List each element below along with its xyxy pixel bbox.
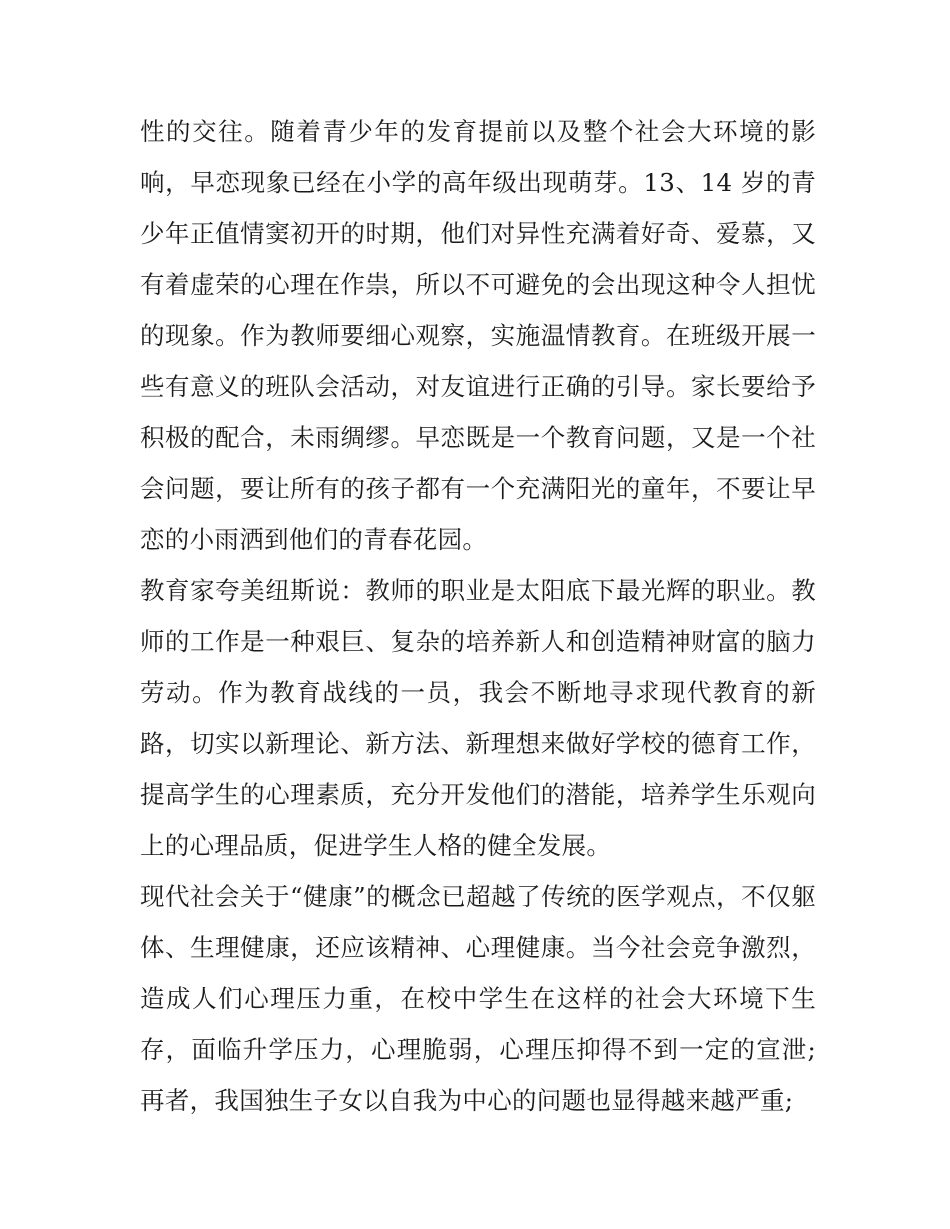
paragraph-1: 性的交往。随着青少年的发育提前以及整个社会大环境的影响，早恋现象已经在小学的高年级出现萌芽。13、14 岁的青少年正值情窦初开的时期，他们对异性充满着好奇、爱慕，又有着虚荣的心理在作祟，所以不可避免的会出现这种令人担忧的现象。作为教师要细心观察，实施温情教育。在班级开展一些有意义的班队会活动，对友谊进行正确的引导。家长要给予积极的配合，未雨绸缪。早恋既是一个教育问题，又是一个社会问题，要让所有的孩子都有一个充满阳光的童年，不要让早恋的小雨洒到他们的青春花园。 bbox=[140, 117, 816, 554]
paragraph-2: 教育家夸美纽斯说：教师的职业是太阳底下最光辉的职业。教师的工作是一种艰巨、复杂的培养新人和创造精神财富的脑力劳动。作为教育战线的一员，我会不断地寻求现代教育的新路，切实以新理论、新方法、新理想来做好学校的德育工作，提高学生的心理素质，充分开发他们的潜能，培养学生乐观向上的心理品质，促进学生人格的健全发展。 bbox=[140, 576, 816, 860]
paragraph-3: 现代社会关于“健康”的概念已超越了传统的医学观点，不仅躯体、生理健康，还应该精神、心理健康。当今社会竞争激烈，造成人们心理压力重，在校中学生在这样的社会大环境下生存，面临升学压力，心理脆弱，心理压抑得不到一定的宣泄;再者，我国独生子女以自我为中心的问题也显得越来越严重; bbox=[140, 882, 816, 1115]
document-body bbox=[140, 106, 816, 1126]
